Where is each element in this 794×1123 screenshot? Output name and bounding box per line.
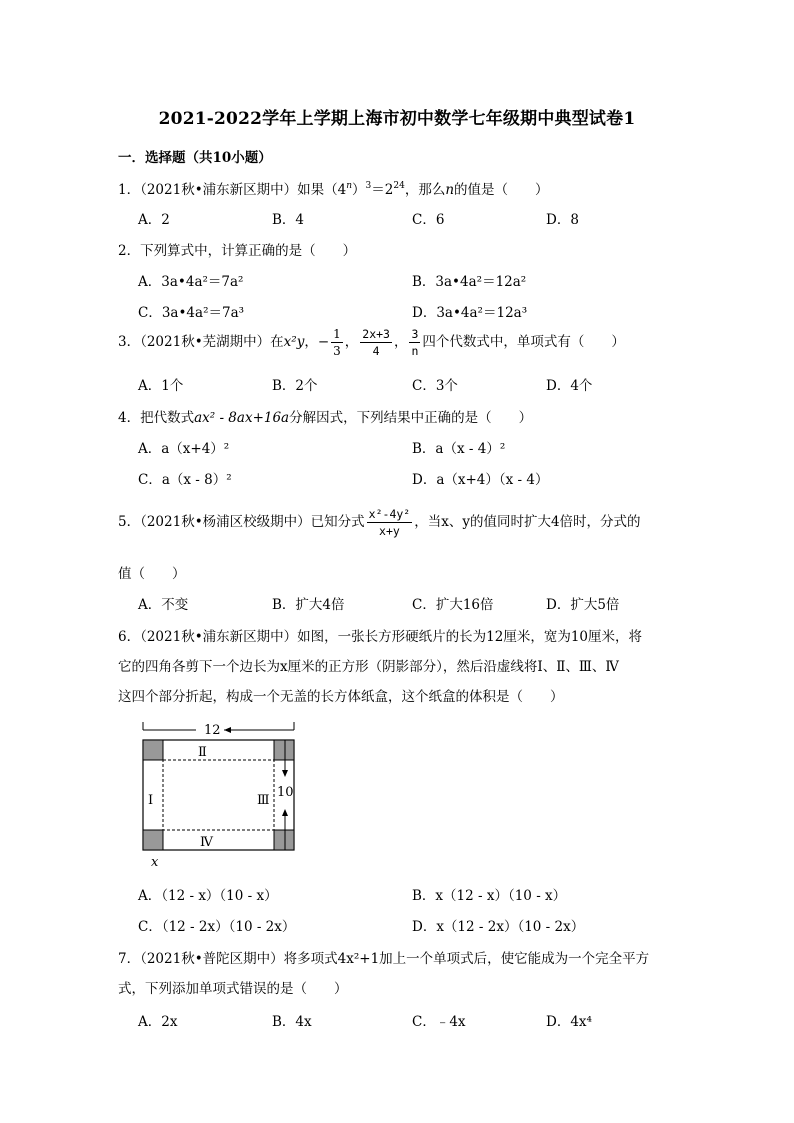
q1-option-c: C．6	[412, 212, 445, 228]
question-6-line-2: 它的四角各剪下一个边长为x厘米的正方形（阴影部分），然后沿虚线将Ⅰ、Ⅱ、Ⅲ、Ⅳ	[118, 659, 619, 675]
q7-option-c: C．﹣4x	[412, 1014, 466, 1030]
q2-option-b: B．3a•4a²＝12a²	[412, 274, 527, 290]
q2-option-c: C．3a•4a²＝7a³	[138, 305, 245, 321]
label-length: 12	[204, 723, 221, 738]
q7-option-d: D．4x⁴	[546, 1014, 592, 1030]
label-x: x	[151, 855, 159, 870]
q3-option-a: A．1个	[138, 378, 184, 394]
section-heading: 一．选择题（共10小题）	[118, 150, 272, 166]
fraction-2x3-4: $\frac{2x+3}{4}$	[362, 327, 390, 358]
q6-option-d: D．x（12 - 2x）（10 - 2x）	[412, 919, 585, 935]
question-7-line-2: 式，下列添加单项式错误的是（ ）	[118, 981, 348, 997]
question-6-line-3: 这四个部分折起，构成一个无盖的长方体纸盒，这个纸盒的体积是（ ）	[118, 689, 564, 705]
q3-option-d: D．4个	[546, 378, 593, 394]
label-width: 10	[277, 785, 294, 800]
q4-option-d: D．a（x+4）（x - 4）	[412, 472, 549, 488]
fraction-3-n: $\frac{3}{n}$	[411, 327, 419, 358]
page-title: 2021-2022学年上学期上海市初中数学七年级期中典型试卷1	[158, 109, 636, 129]
label-part-iii: Ⅲ	[257, 793, 270, 808]
question-4: 4．把代数式ax² - 8ax+16a分解因式，下列结果中正确的是（ ）	[118, 410, 533, 426]
q5-option-d: D．扩大5倍	[546, 597, 620, 613]
question-2: 2．下列算式中，计算正确的是（ ）	[118, 243, 357, 259]
box-net-figure	[136, 718, 306, 870]
fraction-q5: $\frac{\text{x²-4y²}}{x+y}$	[368, 507, 411, 538]
q5-option-a: A．不变	[138, 597, 189, 613]
question-5: 5．（2021秋•杨浦区校级期中）已知分式 $\frac{\text{x²-4y²}}{x+y}$ ，当x、y的值同时扩大4倍时，分式的	[118, 507, 641, 538]
question-6-line-1: 6．（2021秋•浦东新区期中）如图，一张长方形硬纸片的长为12厘米，宽为10厘米，将	[118, 629, 643, 645]
q2-option-a: A．3a•4a²＝7a²	[138, 274, 244, 290]
label-part-iv: Ⅳ	[200, 835, 213, 850]
q5-option-b: B．扩大4倍	[272, 597, 345, 613]
q2-option-d: D．3a•4a²＝12a³	[412, 305, 528, 321]
label-part-i: Ⅰ	[148, 793, 154, 808]
q7-option-a: A．2x	[138, 1014, 178, 1030]
q1-option-d: D．8	[546, 212, 579, 228]
q7-option-b: B．4x	[272, 1014, 312, 1030]
q4-option-b: B．a（x - 4）²	[412, 441, 506, 457]
q6-option-b: B．x（12 - x）（10 - x）	[412, 888, 567, 904]
q3-option-c: C．3个	[412, 378, 458, 394]
q1-option-b: B．4	[272, 212, 305, 228]
q1-option-a: A．2	[138, 212, 170, 228]
fraction-1-3: $\frac{1}{3}$	[333, 327, 341, 358]
q3-option-b: B．2个	[272, 378, 318, 394]
question-1: 1．（2021秋•浦东新区期中）如果$(4^n)^3=2^{24}$，那么n的值是（ ）	[118, 181, 549, 198]
q4-option-c: C．a（x - 8）²	[138, 472, 232, 488]
q6-option-a: A．（12 - x）（10 - x）	[138, 888, 278, 904]
q4-option-a: A．a（x+4）²	[138, 441, 230, 457]
q5-option-c: C．扩大16倍	[412, 597, 494, 613]
label-part-ii: Ⅱ	[198, 745, 207, 760]
question-3: 3．（2021秋•芜湖期中）在x²y，− $\frac{1}{3}$ ， $\frac{2x+3}{4}$ ， $\frac{3}{n}$ 四个代数式中，单项式有（ ）	[118, 327, 625, 358]
question-7-line-1: 7．（2021秋•普陀区期中）将多项式4x²+1加上一个单项式后，使它能成为一个完全平方	[118, 951, 650, 967]
question-5-line-2: 值（ ）	[118, 566, 186, 582]
q6-option-c: C．（12 - 2x）（10 - 2x）	[138, 919, 296, 935]
